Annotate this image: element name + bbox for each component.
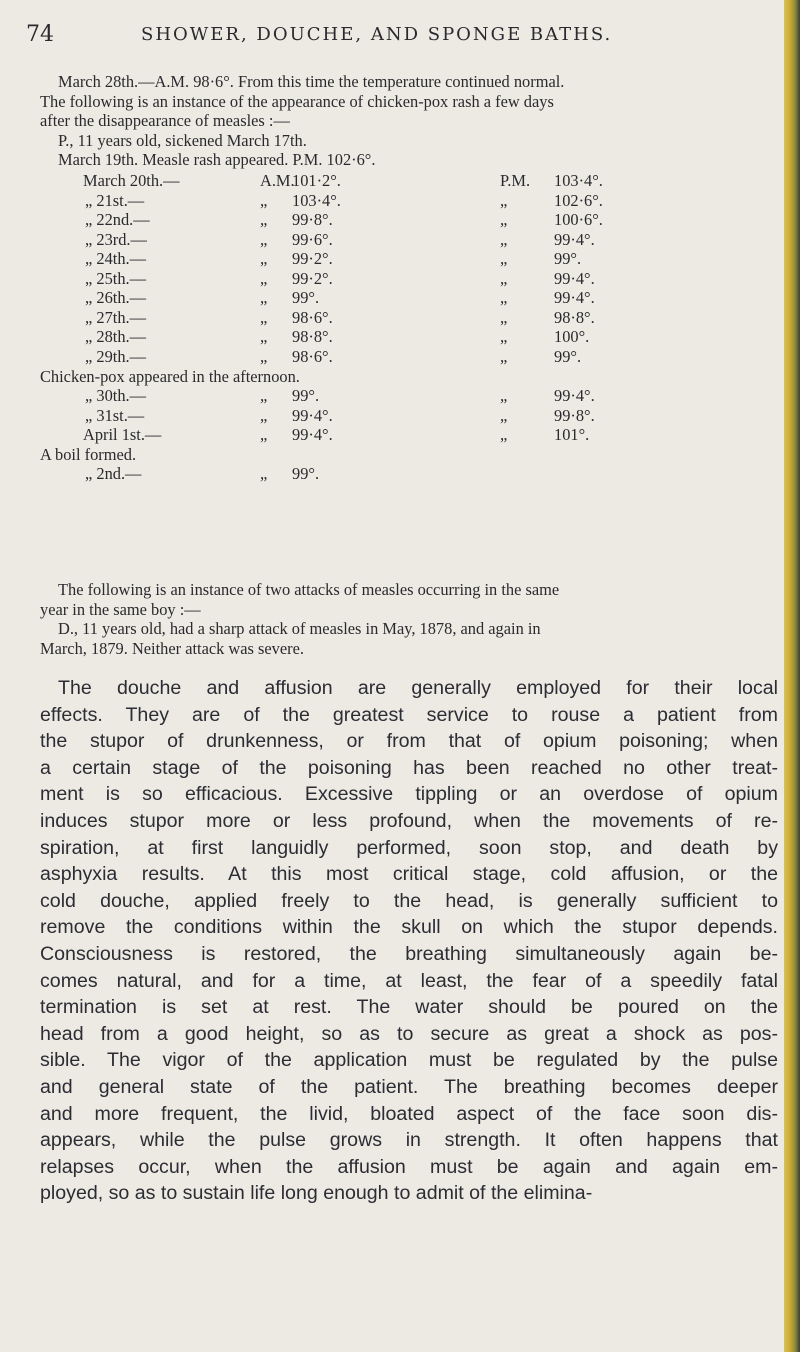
temperature-row <box>40 269 780 289</box>
second-instance-line: year in the same boy :— <box>40 599 201 619</box>
am-value-cell: 99·2°. <box>292 268 333 288</box>
pm-label-cell: „ <box>500 307 508 327</box>
paragraph-line: asphyxia results. At this most critical stage, cold affusion, or the <box>40 863 778 886</box>
paragraph-line: Consciousness is restored, the breathing simultaneously again be- <box>40 942 778 965</box>
am-value-cell: 99·4°. <box>292 405 333 425</box>
day-cell: „ 22nd.— <box>85 210 150 230</box>
paragraph-line: comes natural, and for a time, at least, the fear of a speedily fatal <box>40 969 778 992</box>
temperature-row <box>40 327 780 347</box>
am-label-cell: „ <box>260 464 268 484</box>
book-edge <box>784 0 800 1352</box>
paragraph-line: remove the conditions within the skull on which the stupor depends. <box>40 916 778 939</box>
intro-line: March 28th.—A.M. 98·6°. From this time the temperature continued normal. <box>58 72 565 91</box>
page-number: 74 <box>26 22 54 47</box>
day-cell: „ 30th.— <box>85 386 147 406</box>
day-cell: „ 24th.— <box>85 249 147 269</box>
temperature-row <box>40 308 780 328</box>
temperature-row <box>40 230 780 250</box>
paragraph-line: termination is set at rest. The water should be poured on the <box>40 996 778 1019</box>
am-label-cell: „ <box>260 405 268 425</box>
temperature-row <box>40 386 780 406</box>
pm-label-cell: „ <box>500 327 508 347</box>
am-value-cell: 99°. <box>292 386 320 406</box>
second-instance-line: March, 1879. Neither attack was severe. <box>40 638 304 658</box>
paragraph-line: appears, while the pulse grows in strength. It often happens that <box>40 1129 778 1152</box>
main-paragraph <box>40 675 778 1207</box>
am-label-cell: „ <box>260 249 268 269</box>
pm-value-cell: 100°. <box>554 327 590 347</box>
am-label-cell: „ <box>260 190 268 210</box>
running-title: SHOWER, DOUCHE, AND SPONGE BATHS. <box>141 24 613 45</box>
intro-line: P., 11 years old, sickened March 17th. <box>58 130 307 150</box>
day-cell: „ 21st.— <box>85 190 145 210</box>
am-label-cell: „ <box>260 229 268 249</box>
am-label-cell: „ <box>260 425 268 445</box>
pm-value-cell: 98·8°. <box>554 307 595 327</box>
pm-label-cell: „ <box>500 425 508 445</box>
day-cell: „ 31st.— <box>85 405 145 425</box>
paragraph-line: ment is so efficacious. Excessive tippling or an overdose of opium <box>40 783 778 806</box>
temperature-row <box>40 406 780 426</box>
am-label-cell: „ <box>260 288 268 308</box>
boil-note: A boil formed. <box>40 444 137 464</box>
paragraph-line: induces stupor more or less profound, when the movements of re- <box>40 809 778 832</box>
intro-line: after the disappearance of measles :— <box>40 111 290 131</box>
paragraph-line: effects. They are of the greatest service to rouse a patient from <box>40 703 778 726</box>
am-value-cell: 99·4°. <box>292 425 333 445</box>
am-value-cell: 99·8°. <box>292 210 333 230</box>
am-value-cell: 101·2°. <box>292 171 341 190</box>
pm-value-cell: 103·4°. <box>554 171 603 190</box>
am-value-cell: 99°. <box>292 288 320 308</box>
am-value-cell: 99·2°. <box>292 249 333 269</box>
intro-line: The following is an instance of the appearance of chicken-pox rash a few days <box>40 91 554 111</box>
am-value-cell: 98·6°. <box>292 346 333 366</box>
day-cell: „ 25th.— <box>85 268 147 288</box>
am-label-cell: „ <box>260 210 268 230</box>
day-cell: „ 2nd.— <box>85 464 142 484</box>
second-instance-paragraph <box>40 580 775 658</box>
temperature-row <box>40 191 780 211</box>
pm-label-cell: „ <box>500 229 508 249</box>
pm-value-cell: 99·4°. <box>554 386 595 406</box>
paragraph-line: and general state of the patient. The breathing becomes deeper <box>40 1075 778 1098</box>
day-cell: „ 26th.— <box>85 288 147 308</box>
intro-paragraph <box>40 72 775 170</box>
pm-label-cell: „ <box>500 190 508 210</box>
second-instance-line: D., 11 years old, had a sharp attack of measles in May, 1878, and again in <box>58 619 541 639</box>
pm-label-cell: „ <box>500 268 508 288</box>
am-label-cell: A.M. <box>260 171 295 190</box>
pm-label-cell: „ <box>500 210 508 230</box>
temperature-row <box>40 288 780 308</box>
paragraph-line: cold douche, applied freely to the head, is generally sufficient to <box>40 889 778 912</box>
pm-label-cell: „ <box>500 288 508 308</box>
paragraph-line: relapses occur, when the affusion must be again and again em- <box>40 1155 778 1178</box>
pm-label-cell: „ <box>500 249 508 269</box>
pm-value-cell: 99·4°. <box>554 268 595 288</box>
am-label-cell: „ <box>260 327 268 347</box>
temperature-row <box>40 464 780 484</box>
pm-value-cell: 102·6°. <box>554 190 603 210</box>
pm-value-cell: 99°. <box>554 346 582 366</box>
paragraph-line: and more frequent, the livid, bloated aspect of the face soon dis- <box>40 1102 778 1125</box>
temperature-row <box>40 425 780 445</box>
am-value-cell: 99°. <box>292 464 320 484</box>
paragraph-line: ployed, so as to sustain life long enough to admit of the elimina- <box>40 1182 593 1205</box>
chickenpox-note: Chicken-pox appeared in the afternoon. <box>40 366 300 386</box>
day-cell: „ 29th.— <box>85 346 147 366</box>
am-label-cell: „ <box>260 307 268 327</box>
paragraph-line: a certain stage of the poisoning has been reached no other treat- <box>40 756 778 779</box>
day-cell: March 20th.— <box>83 171 180 190</box>
temperature-row <box>40 249 780 269</box>
paragraph-line: The douche and affusion are generally employed for their local <box>58 677 778 699</box>
pm-label-cell: „ <box>500 405 508 425</box>
day-cell: „ 28th.— <box>85 327 147 347</box>
temperature-row <box>40 210 780 230</box>
second-instance-line: The following is an instance of two attacks of measles occurring in the same <box>58 580 560 599</box>
pm-value-cell: 101°. <box>554 425 590 445</box>
pm-value-cell: 100·6°. <box>554 210 603 230</box>
am-value-cell: 98·8°. <box>292 327 333 347</box>
pm-label-cell: „ <box>500 346 508 366</box>
intro-line: March 19th. Measle rash appeared. P.M. 102·6°. <box>58 150 376 170</box>
am-label-cell: „ <box>260 268 268 288</box>
am-value-cell: 103·4°. <box>292 190 341 210</box>
running-head <box>26 22 766 50</box>
temperature-row <box>40 171 780 191</box>
pm-label-cell: „ <box>500 386 508 406</box>
am-value-cell: 98·6°. <box>292 307 333 327</box>
pm-value-cell: 99·8°. <box>554 405 595 425</box>
pm-label-cell: P.M. <box>500 171 531 190</box>
day-cell: „ 27th.— <box>85 307 147 327</box>
pm-value-cell: 99·4°. <box>554 288 595 308</box>
paragraph-line: spiration, at first languidly performed, soon stop, and death by <box>40 836 778 859</box>
paragraph-line: the stupor of drunkenness, or from that of opium poisoning; when <box>40 730 778 753</box>
pm-value-cell: 99·4°. <box>554 229 595 249</box>
day-cell: „ 23rd.— <box>85 229 147 249</box>
day-cell: April 1st.— <box>83 425 162 445</box>
am-label-cell: „ <box>260 386 268 406</box>
am-label-cell: „ <box>260 346 268 366</box>
paragraph-line: sible. The vigor of the application must be regulated by the pulse <box>40 1049 778 1072</box>
am-value-cell: 99·6°. <box>292 229 333 249</box>
temperature-row <box>40 347 780 367</box>
paragraph-line: head from a good height, so as to secure as great a shock as pos- <box>40 1022 778 1045</box>
pm-value-cell: 99°. <box>554 249 582 269</box>
